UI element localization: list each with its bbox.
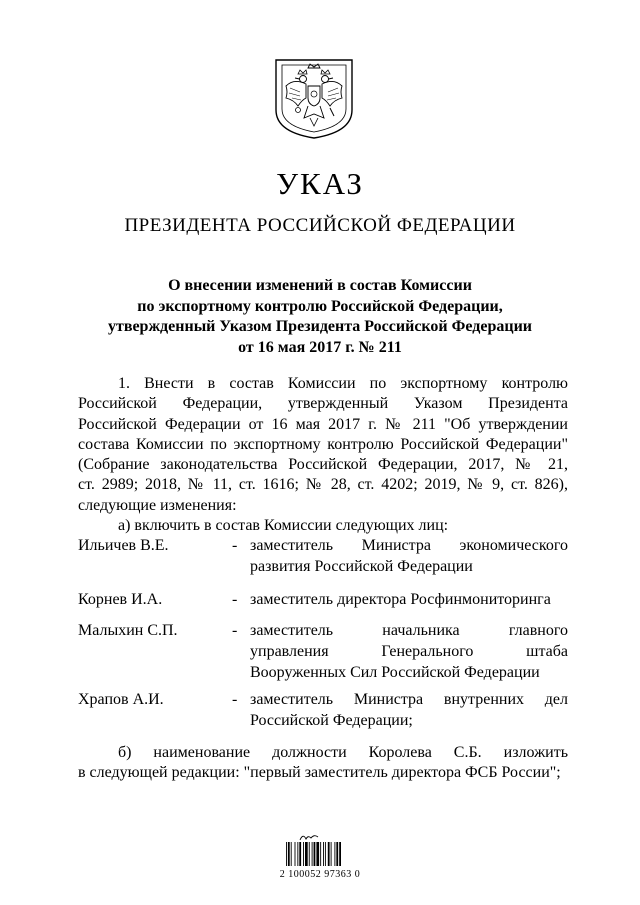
paragraph-line: б) наименование должности Королева С.Б. изложить (118, 744, 568, 761)
barcode-icon (285, 842, 361, 872)
decree-title-line: утвержденный Указом Президента Российской Федерации (107, 318, 533, 335)
paragraph-line: ст. 2989; 2018, № 11, ст. 1616; № 28, ст. 4202; 2019, № 9, ст. 826), (78, 476, 568, 494)
member-position-line: заместитель Министра экономического (250, 537, 568, 554)
paragraph-line: в следующей редакции: "первый заместитель директора ФСБ России"; (78, 764, 561, 782)
decree-title-line: О внесении изменений в состав Комиссии (168, 277, 472, 294)
member-position-line: заместитель начальника главного (250, 622, 568, 639)
member-position-line: управления Генерального штаба (250, 643, 568, 660)
member-position (250, 620, 568, 683)
member-name: Корнев И.А. (78, 591, 163, 608)
member-position-line: заместитель Министра внутренних дел (250, 691, 568, 708)
member-position (250, 535, 568, 577)
member-position-line: Вооруженных Сил Российской Федерации (250, 664, 540, 681)
member-position-line: заместитель директора Росфинмониторинга (250, 591, 551, 608)
paragraph-line: (Собрание законодательства Российской Федерации, 2017, № 21, (78, 456, 568, 474)
paragraph-line: Российской Федерации, утвержденный Указом Президента (78, 395, 568, 413)
member-dash: - (232, 691, 238, 708)
decree-title-line: по экспортному контролю Российской Федерации, (137, 297, 503, 315)
paragraph-2 (78, 743, 568, 784)
paragraph-line: Российской Федерации от 16 мая 2017 г. № 211 "Об утверждении (78, 415, 568, 433)
document-type-heading: УКАЗ (276, 166, 364, 201)
member-name: Ильичев В.Е. (78, 537, 169, 554)
paragraph-line: 1. Внести в состав Комиссии по экспортному контролю (118, 375, 568, 392)
decree-title-line: от 16 мая 2017 г. № 211 (238, 338, 402, 356)
member-position-line: развития Российской Федерации (250, 558, 473, 575)
paragraph-line: а) включить в состав Комиссии следующих лиц: (118, 517, 449, 535)
coat-of-arms-icon (272, 56, 356, 140)
member-position-line: Российской Федерации; (250, 712, 413, 729)
paragraph-line: следующие изменения: (78, 496, 237, 514)
member-dash: - (232, 537, 238, 554)
issuer-heading: ПРЕЗИДЕНТА РОССИЙСКОЙ ФЕДЕРАЦИИ (124, 215, 516, 236)
member-name: Храпов А.И. (78, 691, 164, 708)
decree-title (0, 276, 640, 358)
handwritten-mark-icon (299, 832, 319, 842)
member-position (250, 589, 568, 610)
member-name: Малыхин С.П. (78, 622, 178, 639)
member-dash: - (232, 591, 238, 608)
barcode-number: 2 100052 97363 0 (279, 869, 361, 880)
paragraph-line: состава Комиссии по экспортному контролю Российской Федерации" (78, 435, 568, 453)
member-position (250, 689, 568, 731)
paragraph-1 (78, 374, 568, 536)
member-dash: - (232, 622, 238, 639)
